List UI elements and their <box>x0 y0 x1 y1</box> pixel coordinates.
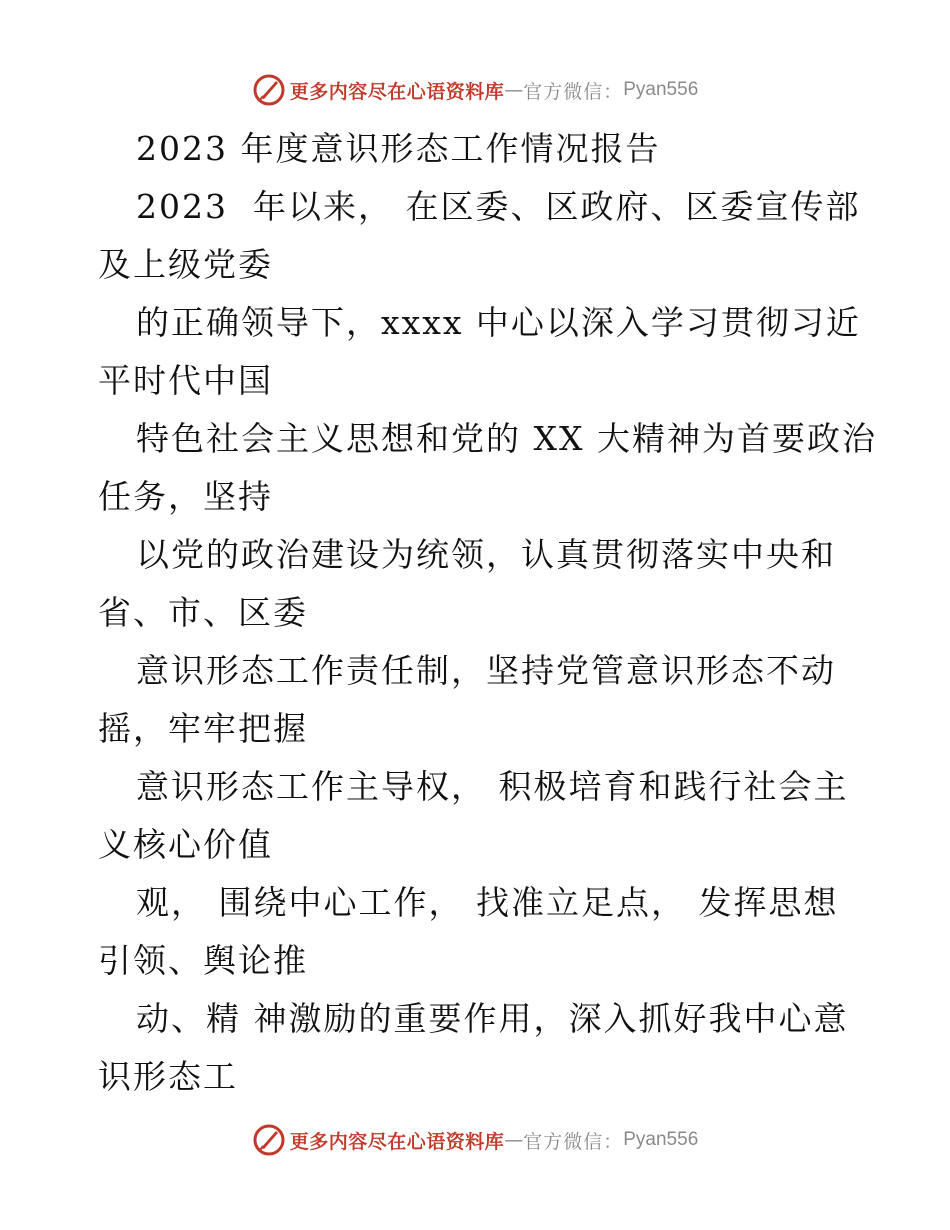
body-text-line: 特色社会主义思想和党的 XX 大精神为首要政治 <box>136 419 877 458</box>
body-text-line: 的正确领导下，xxxx 中心以深入学习贯彻习近 <box>136 303 861 342</box>
body-text-line: 观， 围绕中心工作， 找准立足点， 发挥思想 <box>136 883 839 922</box>
body-text-line: 省、市、区委 <box>98 593 308 632</box>
watermark-separator: — <box>504 79 524 101</box>
body-text-line: 摇，牢牢把握 <box>98 709 308 748</box>
body-text-line: 意识形态工作主导权， 积极培育和践行社会主 <box>136 767 849 806</box>
body-text-line: 任务，坚持 <box>98 477 273 516</box>
body-text-line: 义核心价值 <box>98 825 273 864</box>
watermark-wechat-handle: Pyan556 <box>623 79 699 100</box>
watermark-wechat-handle: Pyan556 <box>623 1129 699 1150</box>
watermark-brand-text: 更多内容尽在心语资料库 <box>289 1130 505 1153</box>
body-text-line: 引领、舆论推 <box>98 941 308 980</box>
footer-watermark <box>0 1120 950 1160</box>
watermark-wechat-label: 官方微信： <box>523 1130 624 1153</box>
body-text-line: 平时代中国 <box>98 361 273 400</box>
body-text-line: 动、精 神激励的重要作用，深入抓好我中心意 <box>136 999 849 1038</box>
quill-logo-icon <box>252 1123 286 1157</box>
body-text-line: 2023 年以来， 在区委、区政府、区委宣传部 <box>136 187 861 226</box>
document-title: 2023 年度意识形态工作情况报告 <box>136 129 661 168</box>
watermark-separator: — <box>504 1129 524 1151</box>
body-text-line: 及上级党委 <box>98 245 273 284</box>
document-body <box>98 120 877 1106</box>
body-text-line: 意识形态工作责任制，坚持党管意识形态不动 <box>136 651 836 690</box>
header-watermark <box>0 70 950 110</box>
body-text-line: 识形态工 <box>98 1057 238 1096</box>
watermark-wechat-label: 官方微信： <box>523 80 624 103</box>
watermark-brand-text: 更多内容尽在心语资料库 <box>289 80 505 103</box>
quill-logo-icon <box>252 73 286 107</box>
body-text-line: 以党的政治建设为统领，认真贯彻落实中央和 <box>136 535 836 574</box>
